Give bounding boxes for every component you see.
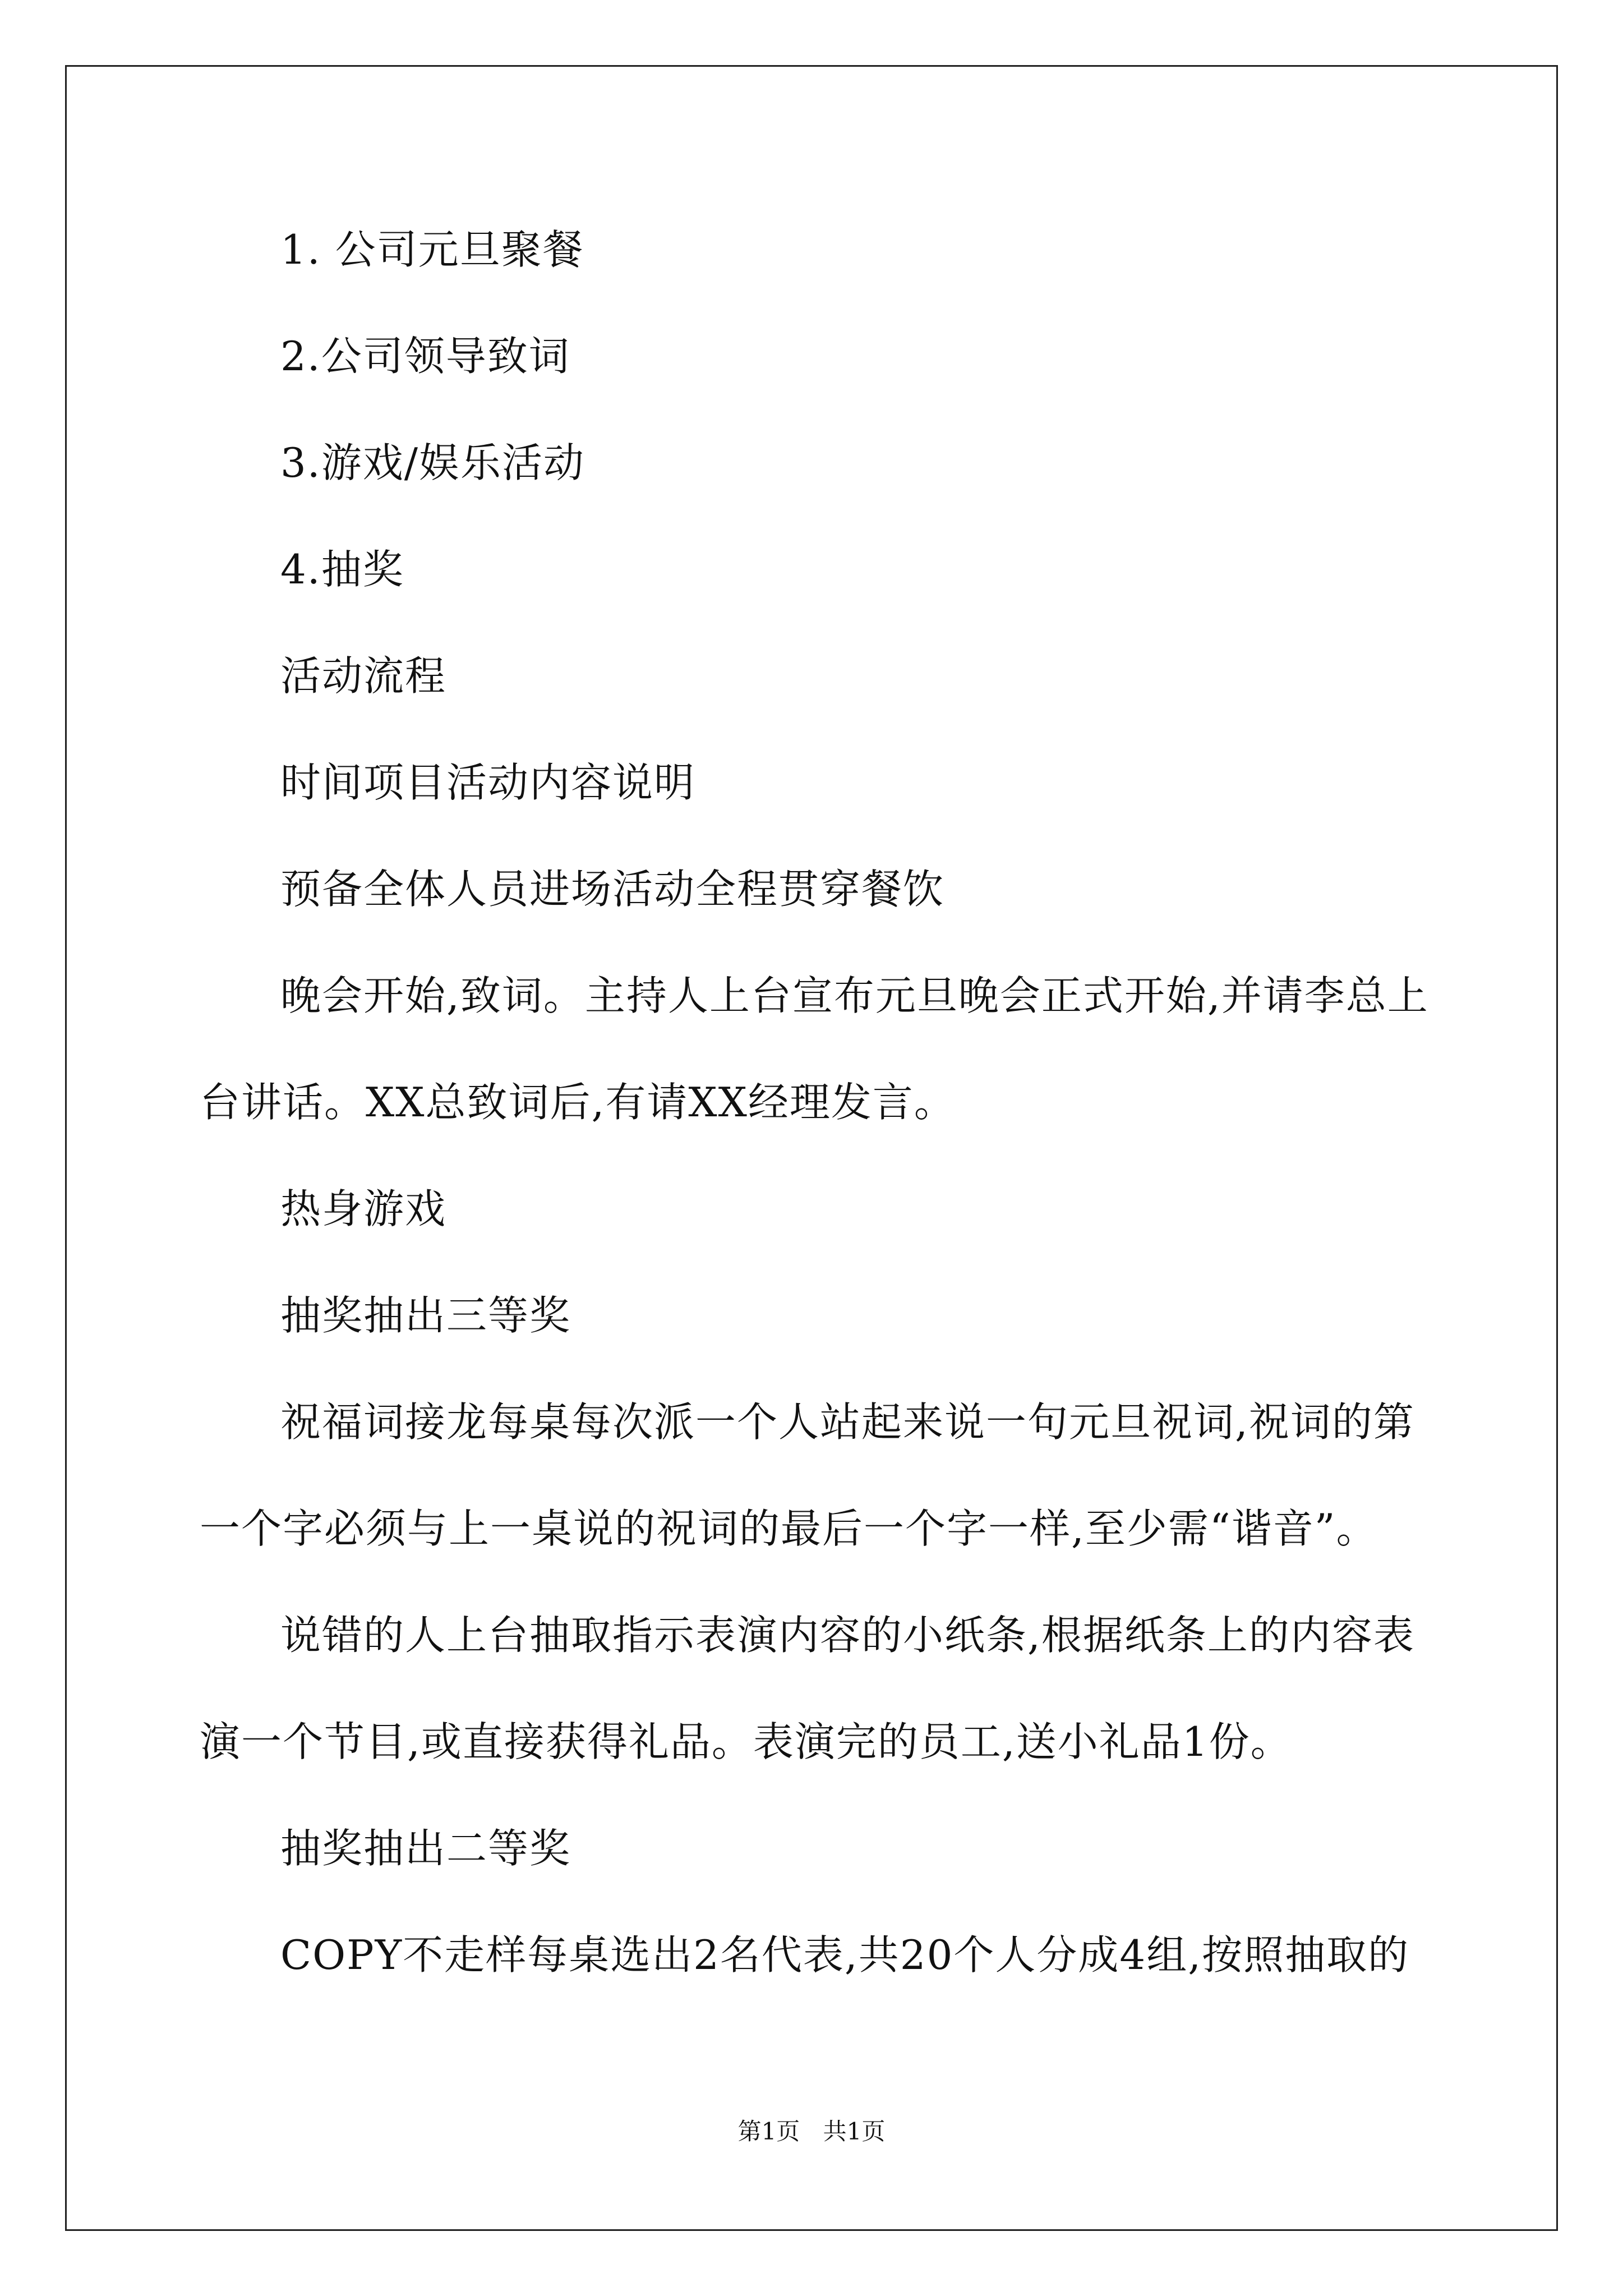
paragraph-line: 演一个节目,或直接获得礼品。表演完的员工,送小礼品1份。	[200, 1718, 1292, 1765]
paragraph-line: 祝福词接龙每桌每次派一个人站起来说一句元旦祝词,祝词的第	[280, 1398, 1415, 1446]
section-heading: 活动流程	[280, 652, 447, 700]
paragraph-line: 晚会开始,致词。主持人上台宣布元旦晚会正式开始,并请李总上	[280, 972, 1429, 1019]
list-item-3: 3.游戏/娱乐活动	[280, 439, 585, 486]
table-header-line: 时间项目活动内容说明	[280, 759, 696, 806]
paragraph-line: 抽奖抽出二等奖	[280, 1825, 571, 1872]
paragraph-line: 热身游戏	[280, 1185, 447, 1232]
paragraph-line: 抽奖抽出三等奖	[280, 1292, 571, 1339]
paragraph-line: COPY不走样每桌选出2名代表,共20个人分成4组,按照抽取的	[280, 1931, 1410, 1978]
paragraph-line: 说错的人上台抽取指示表演内容的小纸条,根据纸条上的内容表	[280, 1612, 1415, 1659]
paragraph-line: 一个字必须与上一桌说的祝词的最后一个字一样,至少需“谐音”。	[200, 1505, 1378, 1552]
list-item-4: 4.抽奖	[280, 546, 404, 593]
page-border	[65, 65, 1558, 2231]
paragraph-line: 台讲话。XX总致词后,有请XX经理发言。	[200, 1079, 956, 1126]
list-item-2: 2.公司领导致词	[280, 333, 570, 380]
page-footer	[0, 2118, 1623, 2146]
page-total: 共1页	[823, 2118, 886, 2145]
list-item-1: 1. 公司元旦聚餐	[280, 226, 584, 273]
page-number: 第1页	[737, 2118, 800, 2145]
paragraph-line: 预备全体人员进场活动全程贯穿餐饮	[280, 866, 945, 913]
